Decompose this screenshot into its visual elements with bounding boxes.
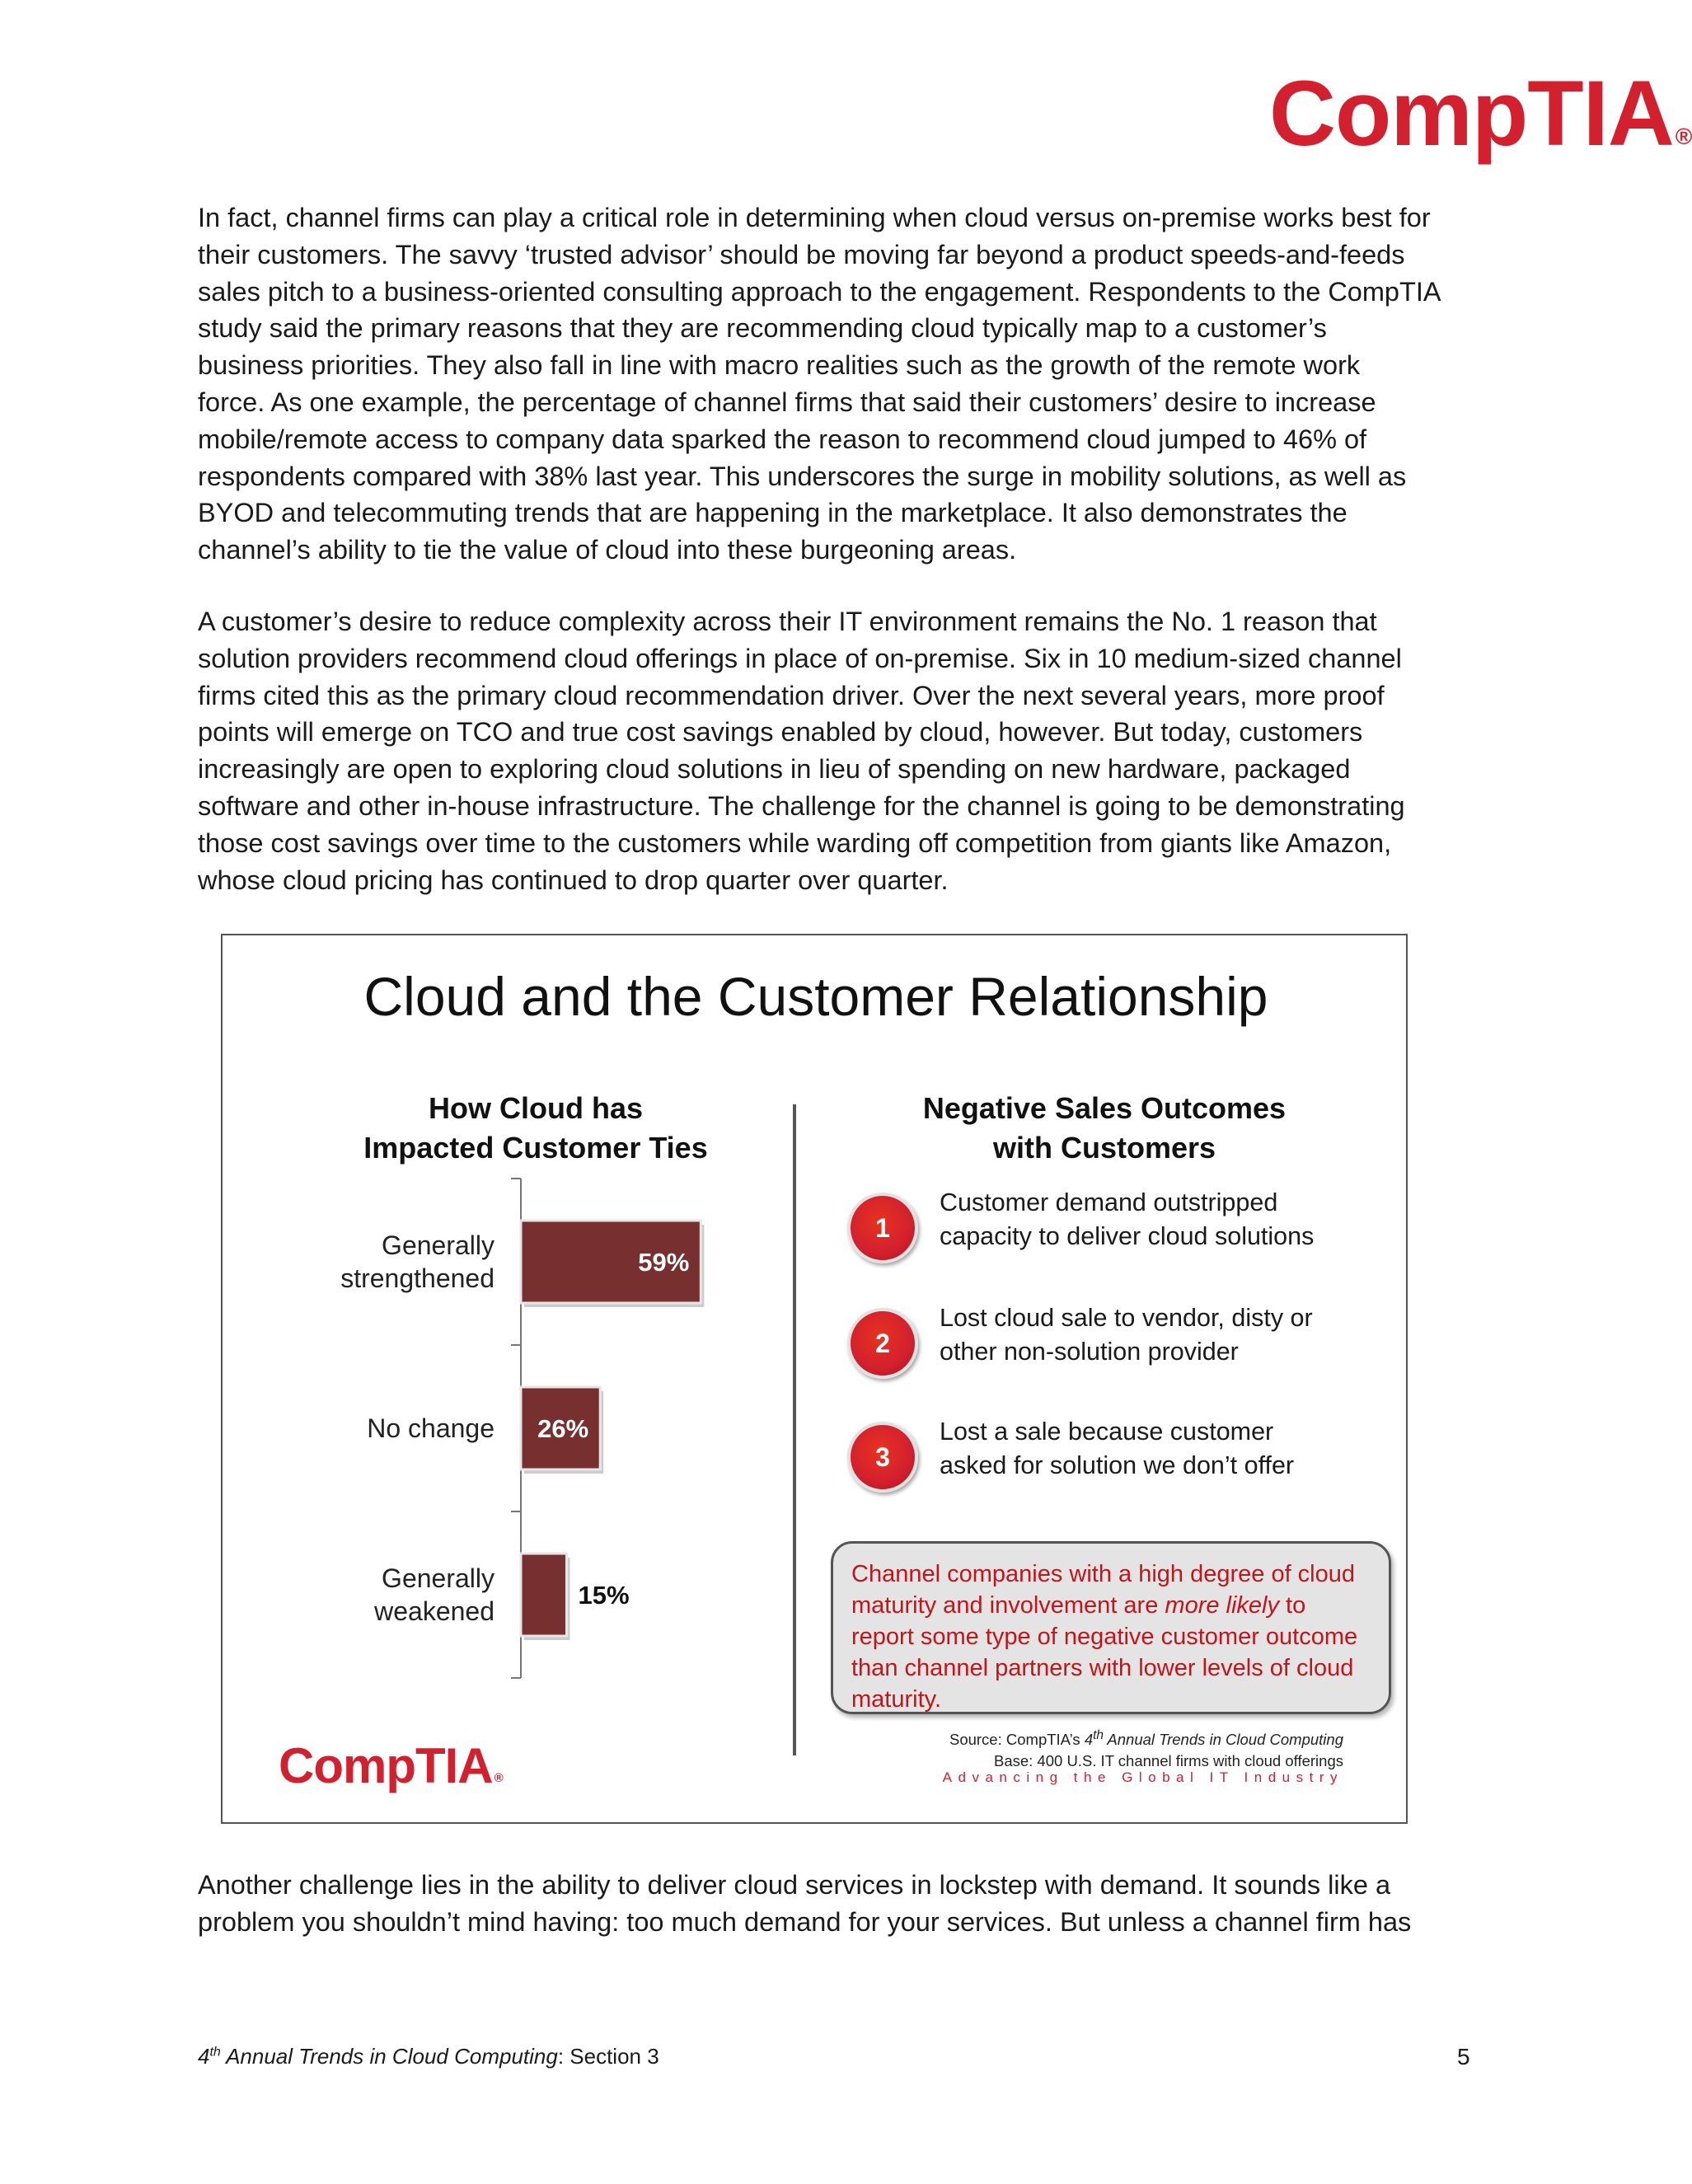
callout-box — [831, 1541, 1391, 1714]
outcome-item — [847, 1188, 1342, 1267]
category-label: No change — [367, 1413, 494, 1443]
category-label: Generally weakened — [374, 1563, 494, 1626]
callout-text: Channel companies with a high degree of cloud maturity and involvement are — [851, 1561, 1356, 1619]
paragraph-reduce-complexity: A customer’s desire to reduce complexity across their IT environment remains the No. 1 reason that solution providers recommend cloud offerings in place of on-premise. Six in 10 medium-sized channel firms cited this as the primary cloud recommendation driver. Over the next several years, more proof points will emerge on TCO and true cost savings enabled by cloud, however. But today, customers increasingly are open to exploring cloud solutions in lieu of spending on new hardware, packaged software and other in-house infrastructure. The challenge for the channel is going to be demonstrating those cost savings over time to the customers while warding off competition from giants like Amazon, whose cloud pricing has continued to drop quarter over quarter. — [198, 607, 1405, 895]
comptia-logo: CompTIA ® — [279, 1738, 504, 1793]
outcome-text: Lost cloud sale to vendor, disty or other non-solution provider — [940, 1304, 1313, 1366]
figure-cloud-customer-relationship — [221, 934, 1408, 1824]
number-badge: 1 — [847, 1193, 918, 1263]
source-note: Source: CompTIA’s 4th Annual Trends in Cloud Computing Base: 400 U.S. IT channel firms with cloud offerings — [816, 1725, 1343, 1772]
tagline: Advancing the Global IT Industry — [942, 1769, 1343, 1785]
outcome-text: Customer demand outstripped capacity to deliver cloud solutions — [940, 1188, 1315, 1250]
callout-emphasis: more likely — [1165, 1592, 1279, 1619]
number-badge: 2 — [847, 1308, 918, 1379]
paragraph-demand-challenge: Another challenge lies in the ability to deliver cloud services in lockstep with demand. It sounds like a problem you shouldn’t mind having: too much demand for your services. But unless a channel firm has — [198, 1870, 1412, 1937]
number-badge: 3 — [847, 1422, 918, 1493]
figure-title: Cloud and the Customer Relationship — [363, 966, 1268, 1027]
value-label: 26% — [537, 1414, 589, 1443]
footer-title: 4th Annual Trends in Cloud Computing: Section 3 — [198, 2044, 659, 2069]
chart-heading: How Cloud has Impacted Customer Ties — [363, 1091, 708, 1165]
outcome-text: Lost a sale because customer asked for solution we don’t offer — [940, 1418, 1295, 1479]
bar-chart — [223, 935, 799, 1760]
outcomes-heading: Negative Sales Outcomes with Customers — [922, 1091, 1287, 1165]
bar — [521, 1554, 567, 1636]
page-number: 5 — [1457, 2044, 1470, 2069]
value-label: 59% — [638, 1248, 690, 1277]
comptia-logo: CompTIA® — [1269, 62, 1692, 165]
outcome-item — [847, 1418, 1342, 1496]
category-label: Generally strengthened — [340, 1230, 494, 1293]
base-note: Base: 400 U.S. IT channel firms with cloud offerings — [993, 1752, 1343, 1770]
outcome-item — [847, 1304, 1342, 1382]
paragraph-cloud-advisor: In fact, channel firms can play a critical role in determining when cloud versus on-premise works best for their customers. The savvy ‘trusted advisor’ should be moving far beyond a product speeds-and-feeds sales pitch to a business-oriented consulting approach to the engagement. Respondents to the CompTIA study said the primary reasons that they are recommending cloud typically map to a customer’s business priorities. They also fall in line with macro realities such as the growth of the remote work force. As one example, the percentage of channel firms that said their customers’ desire to increase mobile/remote access to company data sparked the reason to recommend cloud jumped to 46% of respondents compared with 38% last year. This underscores the surge in mobility solutions, as well as BYOD and telecommuting trends that are happening in the marketplace. It also demonstrates the channel’s ability to tie the value of cloud into these burgeoning areas. — [198, 203, 1441, 565]
callout-text-end: to report some type of negative customer outcome than channel partners with lower levels of cloud maturity. — [851, 1592, 1358, 1713]
value-label: 15% — [578, 1581, 630, 1610]
